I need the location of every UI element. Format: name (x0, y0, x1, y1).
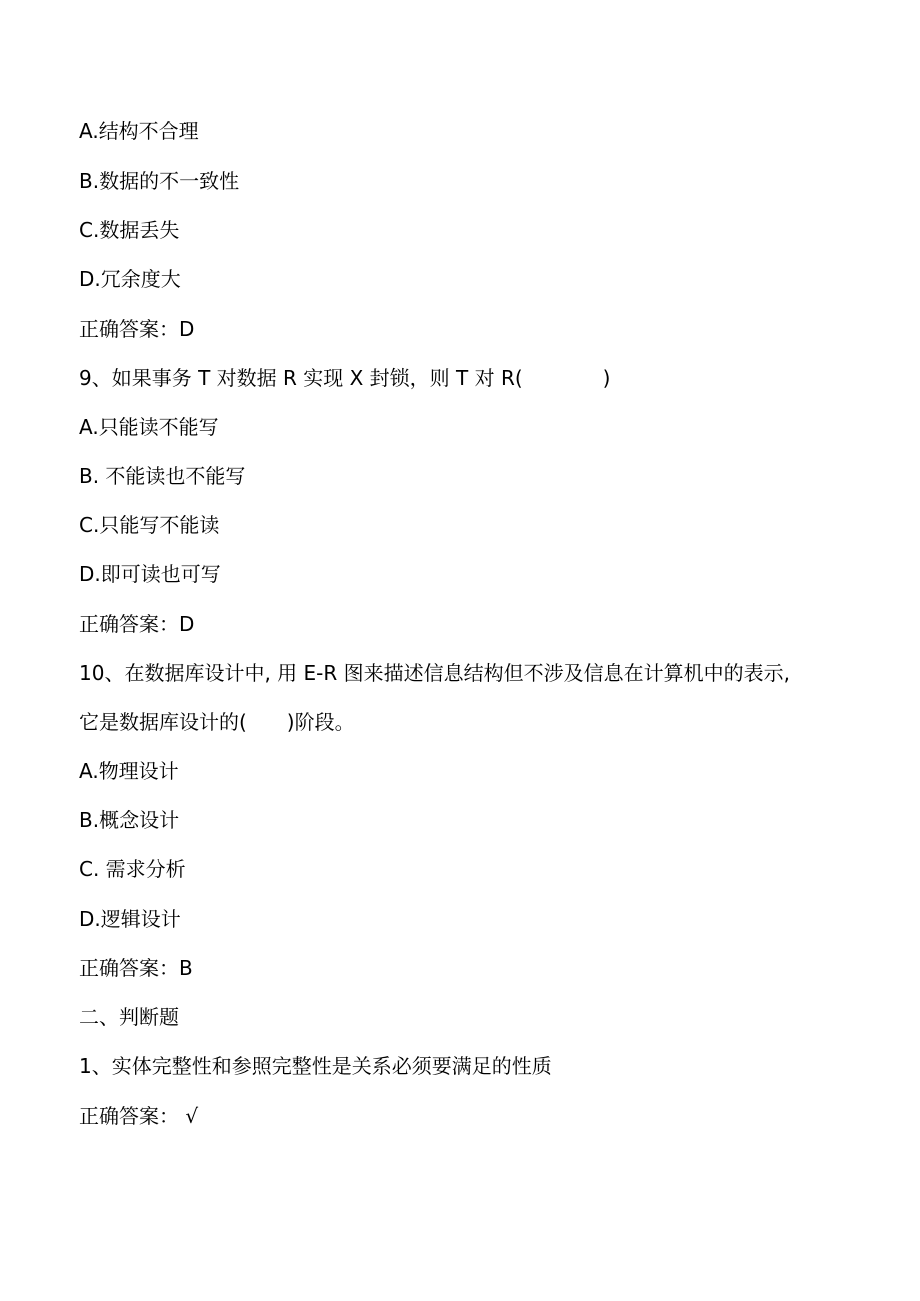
q10-option-c: C. 需求分析 (79, 857, 186, 881)
q10-question-line1: 10、在数据库设计中, 用 E-R 图来描述信息结构但不涉及信息在计算机中的表示, (79, 661, 790, 685)
q8-option-b: B.数据的不一致性 (79, 169, 240, 193)
tf1-question: 1、实体完整性和参照完整性是关系必须要满足的性质 (79, 1054, 552, 1078)
q9-option-b: B. 不能读也不能写 (79, 464, 246, 488)
q10-option-d: D.逻辑设计 (79, 907, 181, 931)
q9-option-a: A.只能读不能写 (79, 415, 219, 439)
tf1-answer: 正确答案： √ (79, 1104, 199, 1128)
q9-answer: 正确答案：D (79, 612, 195, 636)
q10-answer: 正确答案：B (79, 956, 193, 980)
q8-option-c: C.数据丢失 (79, 218, 180, 242)
q10-option-b: B.概念设计 (79, 808, 180, 832)
section-heading-true-false: 二、判断题 (79, 1005, 179, 1029)
q10-question-line2: 它是数据库设计的( )阶段。 (79, 710, 355, 734)
q8-answer: 正确答案：D (79, 317, 195, 341)
q10-option-a: A.物理设计 (79, 759, 179, 783)
q8-option-d: D.冗余度大 (79, 267, 181, 291)
q9-option-d: D.即可读也可写 (79, 562, 221, 586)
q9-question: 9、如果事务 T 对数据 R 实现 X 封锁，则 T 对 R( ) (79, 366, 611, 390)
q9-option-c: C.只能写不能读 (79, 513, 220, 537)
q8-option-a: A.结构不合理 (79, 119, 199, 143)
